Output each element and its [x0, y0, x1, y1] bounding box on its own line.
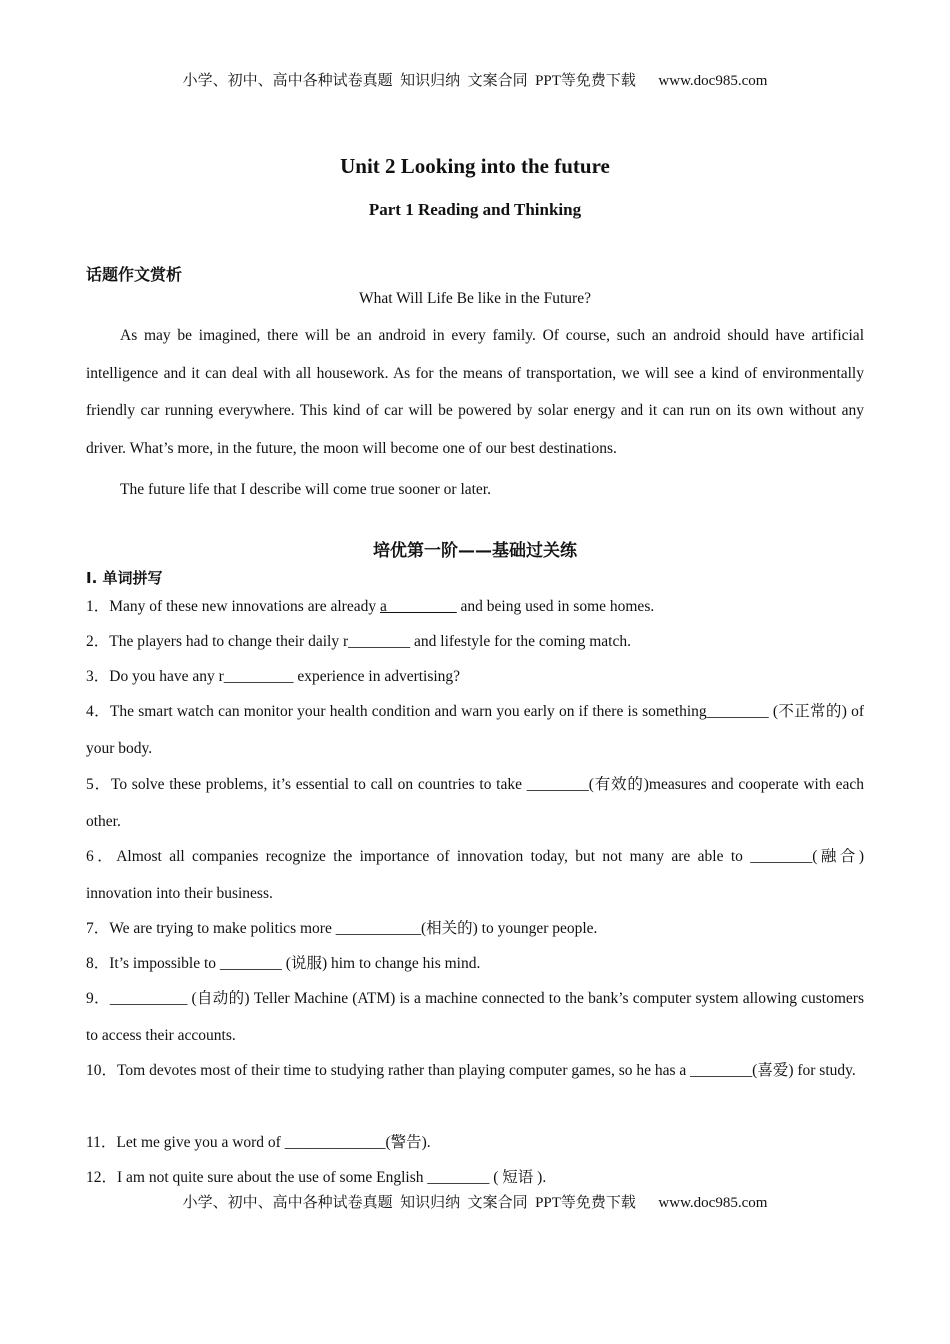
essay-paragraph-1: As may be imagined, there will be an android in every family. Of course, such an android should have artificial intelligence and it can deal with all housework. As for the means of transportation, we will see a kind of environmentally friendly car running everywhere. This kind of car will be powered by solar energy and it can run on its own without any driver. What’s more, in the future, the moon will become one of our best destinations. [86, 327, 864, 457]
question-9: 9．__________ (自动的) Teller Machine (ATM) is a machine connected to the bank’s computer system allowing customers to access their accounts. [86, 990, 864, 1044]
essay-paragraph-2: The future life that I describe will come true sooner or later. [120, 481, 491, 498]
part-heading: 培优第一阶——基础过关练 [373, 541, 577, 561]
question-6: 6．Almost all companies recognize the importance of innovation today, but not many are able to ________(融合) innovation into their business. [86, 848, 864, 902]
question-section-label: I. 单词拼写 [86, 569, 163, 587]
question-11: 11．Let me give you a word of _____________(警告). [86, 1134, 431, 1151]
section-label: 话题作文赏析 [86, 265, 183, 284]
question-5: 5．To solve these problems, it’s essential to call on countries to take ________(有效的)measures and cooperate with each other. [86, 776, 864, 830]
question-7: 7．We are trying to make politics more ___________(相关的) to younger people. [86, 920, 598, 937]
answer-blank: r_________ [218, 668, 294, 685]
page-subtitle: Part 1 Reading and Thinking [368, 200, 582, 219]
question-text: 1．Many of these new innovations are already [86, 598, 380, 615]
page-header: 小学、初中、高中各种试卷真题 知识归纳 文案合同 PPT等免费下载 www.doc985.com [182, 73, 768, 89]
question-1 [86, 588, 864, 625]
question-12: 12．I am not quite sure about the use of some English ________ ( 短语 ). [86, 1169, 547, 1186]
answer-blank: a_________ [379, 598, 457, 615]
answer-blank: r________ [342, 633, 411, 650]
question-2 [86, 623, 864, 660]
question-text: and lifestyle for the coming match. [410, 633, 631, 650]
question-text: experience in advertising? [293, 668, 461, 685]
question-4: 4．The smart watch can monitor your health condition and warn you early on if there is something________ (不正常的) of your body. [86, 703, 864, 757]
question-text: 3．Do you have any [86, 668, 219, 685]
page-footer: 小学、初中、高中各种试卷真题 知识归纳 文案合同 PPT等免费下载 www.doc985.com [182, 1195, 768, 1211]
question-text: 2．The players had to change their daily [86, 633, 343, 650]
page-title: Unit 2 Looking into the future [340, 154, 610, 178]
question-text: and being used in some homes. [456, 598, 655, 615]
question-10: 10．Tom devotes most of their time to studying rather than playing computer games, so he has a ________(喜爱) for study. [86, 1062, 856, 1079]
essay-title: What Will Life Be like in the Future? [359, 290, 591, 307]
question-8: 8．It’s impossible to ________ (说服) him to change his mind. [86, 955, 481, 972]
question-3 [86, 658, 864, 695]
